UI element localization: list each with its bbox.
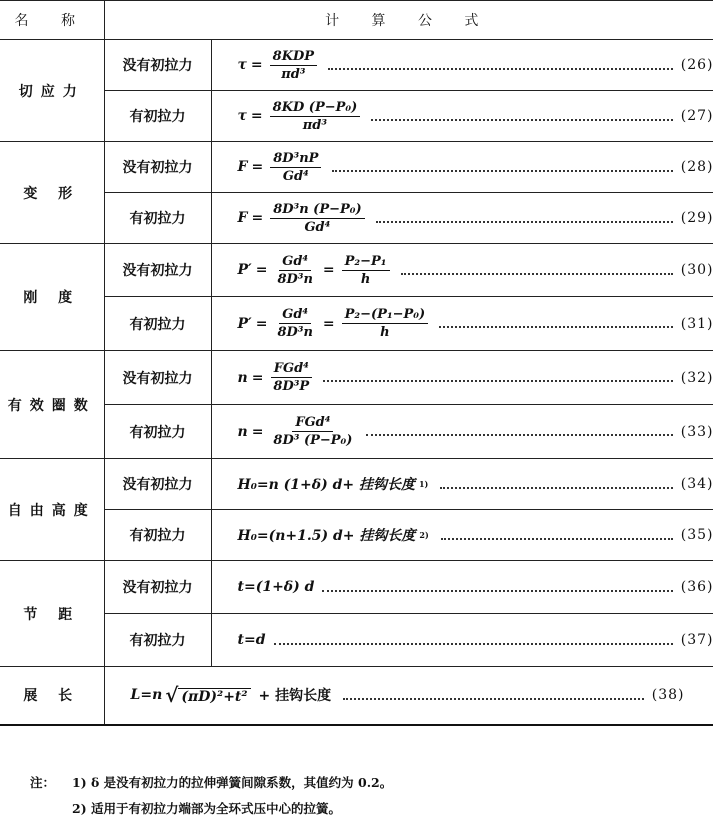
radical-sign: √ (165, 683, 179, 708)
header-name: 名 称 (0, 1, 104, 40)
formula-expression (238, 307, 432, 340)
formula-fraction (274, 254, 315, 287)
equation-number: (31) (680, 315, 714, 332)
formula-line (130, 683, 685, 708)
formula-alt-fraction (342, 254, 390, 287)
formula-alt-denominator: h (380, 325, 390, 340)
condition-label: 有初拉力 (104, 405, 211, 459)
table-body (0, 40, 713, 725)
dot-leader (323, 379, 673, 382)
condition-label: 没有初拉力 (104, 459, 211, 510)
dot-leader (401, 272, 673, 275)
footnote-1-text: 1) δ 是没有初拉力的拉伸弹簧间隙系数，其值约为 0.2。 (72, 775, 393, 790)
formula-denominator: 8D³ (P−P₀) (273, 433, 353, 448)
formula-fraction (270, 49, 317, 82)
footnote-2 (30, 796, 392, 822)
formula-line (238, 100, 714, 133)
formula-fraction (270, 100, 361, 133)
formula-numerator: Gd⁴ (279, 307, 311, 324)
formula-alt-denominator: h (360, 271, 371, 287)
formula-expression (238, 632, 266, 648)
equation-number: (37) (680, 632, 714, 648)
formula-line (238, 632, 714, 648)
formula-cell (211, 351, 713, 405)
table-row (0, 561, 713, 614)
row-name: 切应力 (0, 40, 104, 142)
formula-denominator: Gd⁴ (282, 168, 309, 184)
table-row (0, 405, 713, 459)
formula-line (238, 525, 714, 545)
table-row (0, 459, 713, 510)
table-row (0, 510, 713, 561)
condition-label: 没有初拉力 (104, 561, 211, 614)
equals-sign: = (250, 57, 263, 73)
formula-numerator: 8D³nP (270, 151, 321, 168)
condition-label: 有初拉力 (104, 614, 211, 667)
dot-leader (439, 325, 673, 328)
formula-cell (211, 405, 713, 459)
formula-fraction (270, 151, 321, 184)
formula-numerator: FGd⁴ (271, 361, 312, 378)
formula-numerator: 8KD (P−P₀) (270, 100, 361, 117)
condition-label: 没有初拉力 (104, 142, 211, 193)
equation-number: (29) (680, 210, 714, 226)
formula-expression (238, 474, 433, 494)
equation-number: (28) (680, 159, 714, 175)
formula-fraction (270, 361, 312, 394)
dot-leader (376, 220, 673, 223)
equals-sign: = (251, 423, 264, 440)
formula-lhs: n (237, 423, 248, 440)
equation-number: (38) (651, 687, 685, 704)
formula-numerator: 8D³n (P−P₀) (270, 202, 364, 219)
equation-number: (32) (680, 369, 714, 386)
equation-number: (27) (680, 108, 714, 124)
footnote-2-text: 2) 适用于有初拉力端部为全环式压中心的拉簧。 (72, 801, 341, 816)
formula-lhs: n (237, 369, 248, 386)
equation-number: (36) (680, 579, 714, 595)
formula-expression (238, 415, 359, 448)
formula-fraction (270, 415, 355, 448)
condition-label: 没有初拉力 (104, 40, 211, 91)
table-row (0, 91, 713, 142)
row-name: 节 距 (0, 561, 104, 667)
formula-line (238, 254, 714, 287)
formula-line (238, 307, 714, 340)
formula-denominator: πd³ (302, 117, 328, 133)
condition-label: 有初拉力 (104, 510, 211, 561)
formula-line (238, 579, 714, 595)
equals-sign: = (250, 108, 263, 124)
formula-line (238, 49, 714, 82)
condition-label: 有初拉力 (104, 297, 211, 351)
formula-numerator: Gd⁴ (279, 254, 311, 271)
row-name: 有效圈数 (0, 351, 104, 459)
condition-label: 没有初拉力 (104, 351, 211, 405)
formula-denominator: πd³ (281, 66, 306, 82)
radicand: (πD)²+t² (178, 688, 250, 705)
row-name: 展 长 (0, 667, 104, 725)
formula-expression (238, 202, 368, 235)
formula-cell (211, 459, 713, 510)
formula-cell (211, 40, 713, 91)
dot-leader (343, 697, 644, 700)
formula-lhs: τ (237, 57, 247, 73)
formula-line (238, 474, 714, 494)
formula-expression (238, 151, 325, 184)
formula-denominator: 8D³n (277, 271, 313, 287)
equation-number: (35) (680, 527, 714, 543)
formula-cell (211, 142, 713, 193)
dot-leader (371, 118, 673, 121)
table-row (0, 351, 713, 405)
formula-cell (211, 561, 713, 614)
formula-cell (211, 510, 713, 561)
formula-expression (238, 254, 393, 287)
formula-denominator: 8D³n (277, 325, 313, 340)
formula-expression (130, 683, 336, 708)
equation-number: (30) (680, 262, 714, 278)
formula-alt-fraction (342, 307, 429, 340)
equals-sign: = (251, 210, 264, 226)
equation-number: (26) (680, 57, 714, 73)
formula-alt-numerator: P₂−P₁ (342, 254, 390, 271)
formula-expression (238, 49, 321, 82)
dot-leader (332, 169, 672, 172)
equation-number: (34) (680, 476, 714, 492)
equals-sign: = (255, 315, 268, 332)
table-row (0, 142, 713, 193)
square-root (165, 683, 250, 708)
dot-leader (441, 537, 673, 540)
table-row (0, 297, 713, 351)
formula-alt-numerator: P₂−(P₁−P₀) (342, 307, 429, 324)
formula-line (238, 151, 714, 184)
formula-lhs: τ (237, 108, 247, 124)
condition-label: 有初拉力 (104, 193, 211, 244)
equals-sign: = (251, 369, 264, 386)
dot-leader (440, 486, 672, 489)
formula-cell (211, 614, 713, 667)
formula-line (238, 202, 714, 235)
formula-expression (238, 361, 316, 394)
footnote-ref: 2) (419, 530, 429, 540)
row-name: 刚 度 (0, 244, 104, 351)
formula-cell (211, 193, 713, 244)
formula-cell (211, 244, 713, 297)
formula-text: t=d (237, 632, 266, 648)
condition-label: 有初拉力 (104, 91, 211, 142)
formula-expression (238, 100, 364, 133)
formula-fraction (274, 307, 315, 340)
footnote-ref: 1) (418, 479, 429, 489)
footnotes (30, 770, 392, 822)
dot-leader (274, 642, 673, 645)
formula-cell (211, 91, 713, 142)
table-row (0, 614, 713, 667)
equation-number: (33) (680, 423, 714, 440)
table-row (0, 40, 713, 91)
formula-denominator: Gd⁴ (304, 219, 331, 235)
footnote-1 (30, 770, 392, 796)
formula-text: H₀=(n+1.5) d+ 挂钩长度 (237, 528, 416, 544)
formula-lhs: P′ (237, 315, 252, 332)
table-row (0, 244, 713, 297)
formula-numerator: 8KDP (270, 49, 317, 66)
dot-leader (328, 67, 673, 70)
formula-text: H₀=n (1+δ) d+ 挂钩长度 (237, 477, 415, 493)
formula-lhs: F (237, 210, 248, 226)
notes-label: 注： (30, 775, 56, 790)
row-name: 自由高度 (0, 459, 104, 561)
formula-tail: + 挂钩长度 (258, 688, 332, 705)
row-name: 变 形 (0, 142, 104, 244)
dot-leader (366, 433, 672, 436)
table-row (0, 193, 713, 244)
header-row (0, 1, 713, 40)
equals-sign-2: = (322, 262, 335, 278)
formula-expression (238, 579, 315, 595)
header-formula: 计 算 公 式 (104, 1, 713, 40)
equals-sign-2: = (322, 315, 335, 332)
equals-sign: = (255, 262, 268, 278)
formula-lhs: L=n (130, 687, 163, 704)
condition-label: 没有初拉力 (104, 244, 211, 297)
equals-sign: = (251, 159, 264, 175)
formula-cell (104, 667, 713, 725)
formula-expression (238, 525, 433, 545)
formula-line (238, 361, 714, 394)
formula-denominator: 8D³P (273, 379, 310, 394)
formula-cell (211, 297, 713, 351)
formula-lhs: F (237, 159, 248, 175)
formula-numerator: FGd⁴ (292, 415, 333, 432)
formula-lhs: P′ (237, 262, 252, 278)
dot-leader (322, 589, 672, 592)
formula-text: t=(1+δ) d (237, 579, 315, 595)
formula-fraction (270, 202, 364, 235)
table-row-last (0, 667, 713, 725)
formula-line (238, 415, 714, 448)
